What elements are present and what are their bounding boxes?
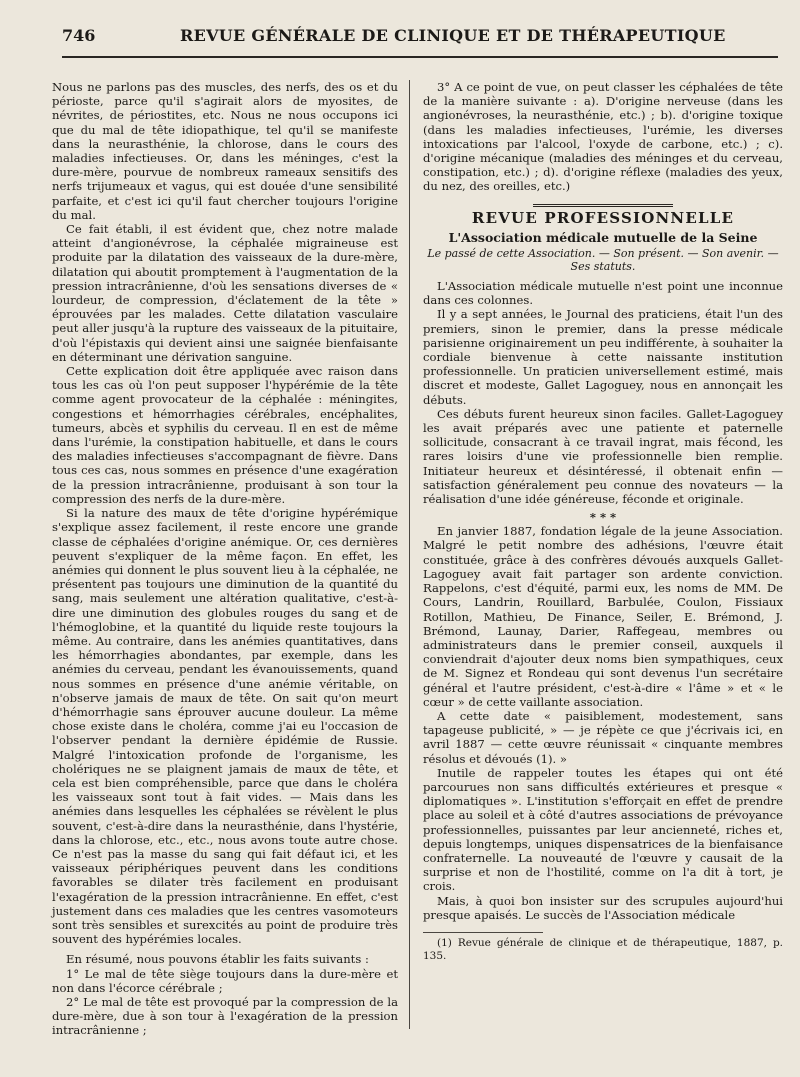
paragraph: 3° A ce point de vue, on peut classer les céphalées de tête de la manière suivante : a). D'origine nerveuse (dans les angionévroses, la neurasthénie, etc.) ; b). d'origine toxique (dans les maladies infectieuses, l'urémie, les diverses intoxications par l'alcool, l'oxyde de carbone, etc.) ; c). d'origine mécanique (maladies des méninges et du cerveau, constipation, etc.) ; d). d'origine réflexe (maladies des yeux, du nez, des oreilles, etc.) bbox=[423, 80, 783, 194]
article-title: L'Association médicale mutuelle de la Seine bbox=[448, 229, 758, 245]
page-number: 746 bbox=[62, 26, 96, 45]
asterism: * * * bbox=[589, 510, 617, 525]
paragraph: En résumé, nous pouvons établir les faits suivants : bbox=[66, 952, 369, 967]
paragraph: Cette explication doit être appliquée avec raison dans tous les cas où l'on peut supposer l'hypérémie de la tête comme agent provocateur de la céphalée : méningites, congestions et hémorrhagies cérébrales, encéphalites, tumeurs, abcès et syphilis du cerveau. Il en est de même dans l'urémie, la constipation habituelle, et dans le cours des maladies infectieuses s'accompagnant de fièvre. Dans tous ces cas, nous sommes en présence d'une exagération de la pression intracrânienne, produisant à son tour la compression des nerfs de la dure-mère. bbox=[52, 364, 398, 506]
left-column bbox=[52, 80, 398, 1047]
running-header bbox=[62, 26, 778, 58]
paragraph: En janvier 1887, fondation légale de la jeune Association. Malgré le petit nombre des adhésions, l'œuvre était constituée, grâce à des confrères dévoués auxquels Gallet-Lagoguey avait fait partager son ardente conviction. Rappelons, c'est d'équité, parmi eux, les noms de MM. De Cours, Landrin, Rouillard, Barbulée, Coulon, Fissiaux Rotillon, Mathieu, De Finance, Seiler, E. Brémond, J. Brémond, Launay, Darier, Raffegeau, membres ou administrateurs dans le premier conseil, auxquels il conviendrait d'ajouter deux noms bien sympathiques, ceux de M. Signez et Rondeau qui sont devenus l'un secrétaire général et l'autre président, c'est-à-dire « l'âme » et « le cœur » de cette vaillante association. bbox=[423, 524, 783, 709]
list-item: 2° Le mal de tête est provoqué par la compression de la dure-mère, due à son tour à l'exagération de la pression intracrânienne ; bbox=[52, 995, 398, 1038]
section-rule bbox=[533, 204, 673, 207]
paragraph: Il y a sept années, le Journal des praticiens, était l'un des premiers, sinon le premier, dans la presse médicale parisienne originairement un peu indifférente, à souhaiter la cordiale bienvenue à cette naissante institution professionnelle. Un praticien universellement estimé, mais discret et modeste, Gallet Lagoguey, nous en annonçait les débuts. bbox=[423, 307, 783, 407]
paragraph: A cette date « paisiblement, modestement, sans tapageuse publicité, » — je répète ce que j'écrivais ici, en avril 1887 — cette œuvre réunissait « cinquante membres résolus et dévoués (1). » bbox=[423, 708, 783, 766]
right-column bbox=[423, 80, 783, 1047]
column-divider bbox=[409, 80, 410, 1029]
list-item: 1° Le mal de tête siège toujours dans la dure-mère et non dans l'écorce cérébrale ; bbox=[52, 966, 398, 995]
paragraph: Nous ne parlons pas des muscles, des nerfs, des os et du périoste, parce qu'il s'agirait alors de myosites, de névrites, de périostites, etc. Nous ne nous occupons ici que du mal de tête idiopathique, tel qu'il se manifeste dans la neurasthénie, la chlorose, dans le cours des maladies infectieuses. Or, dans les méninges, c'est la dure-mère, pourvue de nombreux rameaux sensitifs des nerfs trijumeaux et vagus, qui est douée d'une sensibilité parfaite, et c'est ici qu'il faut chercher toujours l'origine du mal. bbox=[52, 80, 398, 222]
paragraph: Mais, à quoi bon insister sur des scrupules aujourd'hui presque apaisés. Le succès de l'Association médicale bbox=[423, 893, 783, 922]
paragraph: Inutile de rappeler toutes les étapes qui ont été parcourues non sans difficultés extérieures et presque « diplomatiques ». L'institution s'efforçait en effet de prendre place au soleil et à côté d'autres associations de prévoyance professionnelles, puissantes par leur ancienneté, riches et, depuis longtemps, uniques dispensatrices de la bienfaisance confraternelle. La nouveauté de l'œuvre y causait de la surprise et non de l'hostilité, comme on l'a dit à tort, je crois. bbox=[423, 765, 783, 894]
paragraph: L'Association médicale mutuelle n'est point une inconnue dans ces colonnes. bbox=[423, 279, 783, 308]
journal-title: REVUE GÉNÉRALE DE CLINIQUE ET DE THÉRAPEUTIQUE bbox=[180, 26, 726, 45]
paragraph: Si la nature des maux de tête d'origine hypérémique s'explique assez facilement, il reste encore une grande classe de céphalées d'origine anémique. Or, ces dernières peuvent s'expliquer de la même façon. En effet, les anémies qui donnent le plus souvent lieu à la céphalée, ne présentent pas toujours une diminution de la quantité du sang, mais seulement une altération qualitative, c'est-à-dire une diminution des globules rouges du sang et de l'hémoglobine, et la quantité du liquide reste toujours la même. Au contraire, dans les anémies quantitatives, dans les hémorrhagies abondantes, par exemple, dans les anémies du cerveau, pendant les évanouissements, quand nous sommes en présence d'une anémie véritable, on n'observe jamais de maux de tête. On sait qu'on meurt d'hémorrhagie sans éprouver aucune douleur. La même chose existe dans le choléra, comme j'ai eu l'occasion de l'observer pendant la dernière épidémie de Russie. Malgré l'intoxication profonde de l'organisme, les cholériques ne se plaignent jamais de maux de tête, et cela est bien compréhensible, parce que dans le choléra les vaisseaux sont tout à fait vides. — Mais dans les anémies dans lesquelles les céphalées se révèlent le plus souvent, c'est-à-dire dans la neurasthénie, dans l'hystérie, dans la chlorose, etc., etc., nous avons toute autre chose. Ce n'est pas la masse du sang qui fait défaut ici, et les vaisseaux périphériques peuvent dans les conditions favorables se dilater très facilement en produisant l'exagération de la pression intracrânienne. En effet, c'est justement dans ces maladies que les centres vasomoteurs sont très sensibles et surexcités au point de produire très souvent des hypérémies locales. bbox=[52, 506, 398, 947]
footnote-rule bbox=[423, 932, 543, 933]
paragraph: Ces débuts furent heureux sinon faciles. Gallet-Lagoguey les avait préparés avec une patiente et paternelle sollicitude, consacrant à ce travail ingrat, mais fécond, les rares loisirs d'une vie professionnelle bien remplie. Initiateur heureux et désintéressé, il obtenait enfin — satisfaction généralement peu connue des novateurs — la réalisation d'une idée généreuse, féconde et originale. bbox=[423, 406, 783, 507]
footnote: (1) Revue générale de clinique et de thérapeutique, 1887, p. 135. bbox=[423, 936, 783, 962]
section-heading: REVUE PROFESSIONNELLE bbox=[471, 208, 735, 227]
article-subtitle: Le passé de cette Association. — Son présent. — Son avenir. — Ses statuts. bbox=[427, 247, 779, 274]
paragraph: Ce fait établi, il est évident que, chez notre malade atteint d'angionévrose, la céphalée migraineuse est produite par la dilatation des vaisseaux de la dure-mère, dilatation qui aboutit promptement à l'augmentation de la pression intracrânienne, d'où les sensations diverses de « lourdeur, de compression, d'éclatement de la tête » éprouvées par les malades. Cette dilatation vasculaire peut aller jusqu'à la rupture des vaisseaux de la pituitaire, d'où l'épistaxis qui devient ainsi une saignée bienfaisante en déterminant une dérivation sanguine. bbox=[52, 222, 398, 364]
